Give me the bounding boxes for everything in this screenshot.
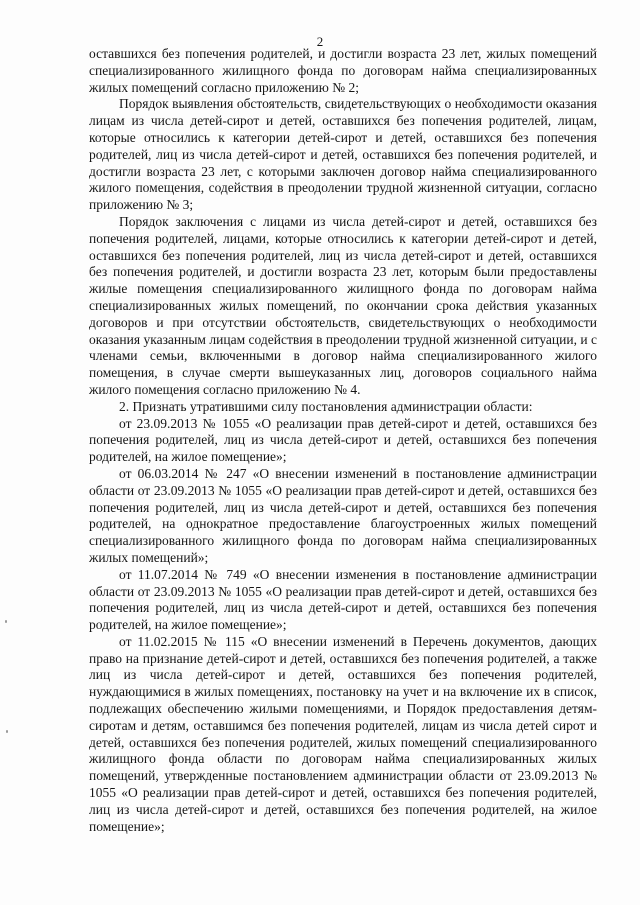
scan-speck [6, 730, 8, 733]
page-number: 2 [316, 34, 324, 49]
paragraph-appendix-2: оставшихся без попечения родителей, и достигли возраста 23 лет, жилых помещений специализированного жилищного фонда по договорам найма специализированных жилых помещений согласно приложению № 2; [89, 46, 597, 95]
paragraph-appendix-4: Порядок заключения с лицами из числа детей-сирот и детей, оставшихся без попечения родителей, лицами, которые относились к категории детей-сирот и детей, оставшихся без попечения родителей, лиц из числа детей-сирот и детей, оставшихся без попечения родителей, и достигли возраста 23 лет, которым были предоставлены жилые помещения специализированного жилищного фонда по договорам найма специализированных жилых помещений, по окончании срока действия указанных договоров и при отсутствии обстоятельств, свидетельствующих о необходимости оказания указанным лицам содействия в преодолении трудной жизненной ситуации, и с членами семьи, включенными в договор найма специализированного жилого помещения, в случае смерти вышеуказанных лиц, договоров социального найма жилого помещения согласно приложению № 4. [89, 213, 597, 397]
paragraph-item-2: 2. Признать утратившими силу постановления администрации области: [119, 398, 533, 414]
paragraph-resolution-115: от 11.02.2015 № 115 «О внесении изменений в Перечень документов, дающих право на признание детей-сирот и детей, оставшихся без попечения родителей, а также лиц из числа детей-сирот и детей, оставшихся без попечения родителей, нуждающимися в жилых помещениях, постановку на учет и на включение их в список, подлежащих обеспечению жилыми помещениями, и Порядок предоставления детям-сиротам и детям, оставшимся без попечения родителей, лицам из числа детей сирот и детей, оставшихся без попечения родителей, жилых помещений специализированного жилищного фонда области по договорам найма специализированных жилых помещений, утвержденные постановлением администрации области от 23.09.2013 № 1055 «О реализации прав детей-сирот и детей, оставшихся без попечения родителей, лиц из числа детей-сирот и детей, оставшихся без попечения родителей, на жилое помещение»; [89, 633, 597, 834]
scan-speck [5, 620, 7, 623]
paragraph-resolution-247: от 06.03.2014 № 247 «О внесении изменений в постановление администрации области от 23.09.2013 № 1055 «О реализации прав детей-сирот и детей, оставшихся без попечения родителей, лиц из числа детей-сирот и детей, оставшихся без попечения родителей, на однократное предоставление благоустроенных жилых помещений специализированного жилищного фонда по договорам найма специализированных жилых помещений»; [89, 465, 597, 565]
paragraph-resolution-749: от 11.07.2014 № 749 «О внесении изменения в постановление администрации области от 23.09.2013 № 1055 «О реализации прав детей-сирот и детей, оставшихся без попечения родителей, лиц из числа детей-сирот и детей, оставшихся без попечения родителей, на жилое помещение»; [89, 566, 597, 633]
document-body [89, 46, 597, 835]
paragraph-appendix-3: Порядок выявления обстоятельств, свидетельствующих о необходимости оказания лицам из числа детей-сирот и детей, оставшихся без попечения родителей, лицам, которые относились к категории детей-сирот и детей, оставшихся без попечения родителей, лиц из числа детей-сирот и детей, оставшихся без попечения родителей, и достигли возраста 23 лет, с которыми заключен договор найма специализированного жилого помещения, содействия в преодолении трудной жизненной ситуации, согласно приложению № 3; [89, 96, 597, 213]
paragraph-resolution-1055: от 23.09.2013 № 1055 «О реализации прав детей-сирот и детей, оставшихся без попечения родителей, лиц из числа детей-сирот и детей, оставшихся без попечения родителей, на жилое помещение»; [89, 415, 597, 465]
